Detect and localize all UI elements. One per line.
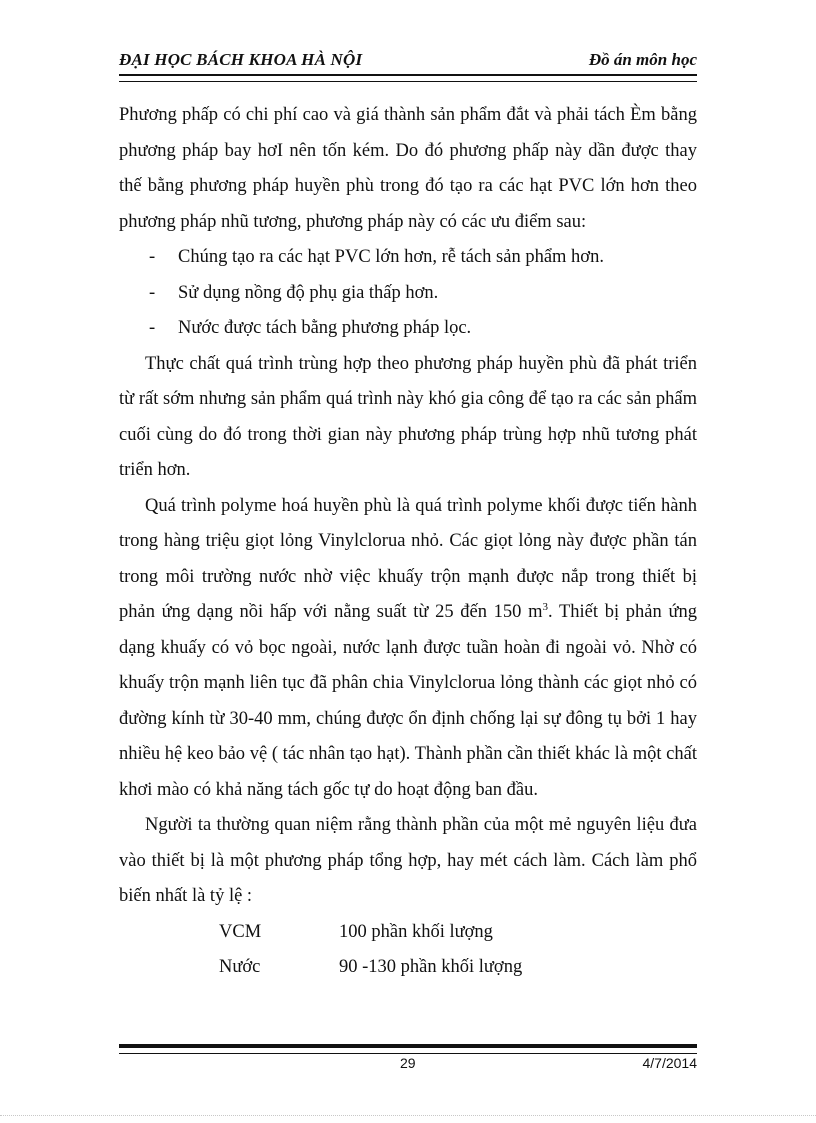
ratio-amount: 100 phần khối lượng xyxy=(339,921,493,942)
paragraph-process-part1: Quá trình polyme hoá huyền phù là quá trình polyme khối được tiến hành trong hàng triệu giọt lỏng Vinylclorua nhỏ. Các giọt lỏng này được phần tán trong môi trường nước nhờ việc khuấy trộn mạnh được nắp trong thiết bị phản ứng dạng nồi hấp với nằng suất từ 25 đến 150 m xyxy=(119,495,697,622)
superscript-cubed: 3 xyxy=(542,600,549,613)
bullet-mark: - xyxy=(149,282,156,303)
ratio-row xyxy=(119,950,697,986)
page-edge xyxy=(0,1115,816,1116)
list-item-text: Nước được tách bằng phương pháp lọc. xyxy=(178,318,472,338)
ratio-row xyxy=(119,915,697,951)
footer-rule xyxy=(119,1044,697,1054)
document-body xyxy=(119,98,697,986)
paragraph-intro: Phương phấp có chi phí cao và giá thành sản phẩm đắt và phải tách Èm bằng phương pháp bay hơI nên tốn kém. Do đó phương phấp này dần được thay thế bằng phương pháp huyền phù trong đó tạo ra các hạt PVC lớn hơn theo phương pháp nhũ tương, phương pháp này có các ưu điểm sau: xyxy=(119,105,697,232)
list-item-text: Chúng tạo ra các hạt PVC lớn hơn, rễ tách sản phẩm hơn. xyxy=(178,247,604,267)
ratio-component: Nước xyxy=(219,957,261,977)
list-item-text: Sử dụng nồng độ phụ gia thấp hơn. xyxy=(178,282,439,303)
paragraph-process-part2: . Thiết bị phản ứng dạng khuấy có vỏ bọc ngoài, nước lạnh được tuần hoàn đi ngoài vỏ. Nhờ có khuấy trộn mạnh liên tục đã phân chia Vinylclorua lỏng thành các giọt nhỏ có đường kính từ 30-40 mm, chúng được ổn định chống lại sự đông tụ bởi 1 hay nhiều hệ keo bảo vệ ( tác nhân tạo hạt). Thành phần cần thiết khác là một chất khơi mào có khả năng tách gốc tự do hoạt động ban đầu. xyxy=(119,602,697,800)
header-university: ĐẠI HỌC BÁCH KHOA HÀ NỘI xyxy=(119,50,363,69)
page-header xyxy=(119,50,697,74)
bullet-mark: - xyxy=(149,247,156,267)
header-rule xyxy=(119,74,697,82)
header-document-type: Đồ án môn học xyxy=(588,50,697,69)
list-item xyxy=(119,311,697,347)
page-number: 29 xyxy=(400,1055,416,1071)
paragraph-history: Thực chất quá trình trùng hợp theo phương pháp huyền phù đã phát triển từ rất sớm nhưng sản phẩm quá trình này khó gia công để tạo ra các sản phẩm cuối cùng do đó trong thời gian này phương pháp trùng hợp nhũ tương phát triển hơn. xyxy=(119,353,697,480)
list-item xyxy=(119,240,697,276)
ratio-component: VCM xyxy=(219,921,262,942)
list-item xyxy=(119,276,697,312)
footer-date: 4/7/2014 xyxy=(642,1055,697,1071)
bullet-mark: - xyxy=(149,318,156,338)
paragraph-recipe: Người ta thường quan niệm rằng thành phần của một mẻ nguyên liệu đưa vào thiết bị là một phương pháp tổng hợp, hay mét cách làm. Cách làm phổ biến nhất là tỷ lệ : xyxy=(119,815,697,906)
ratio-amount: 90 -130 phần khối lượng xyxy=(339,957,523,977)
paragraph-process xyxy=(119,489,697,809)
